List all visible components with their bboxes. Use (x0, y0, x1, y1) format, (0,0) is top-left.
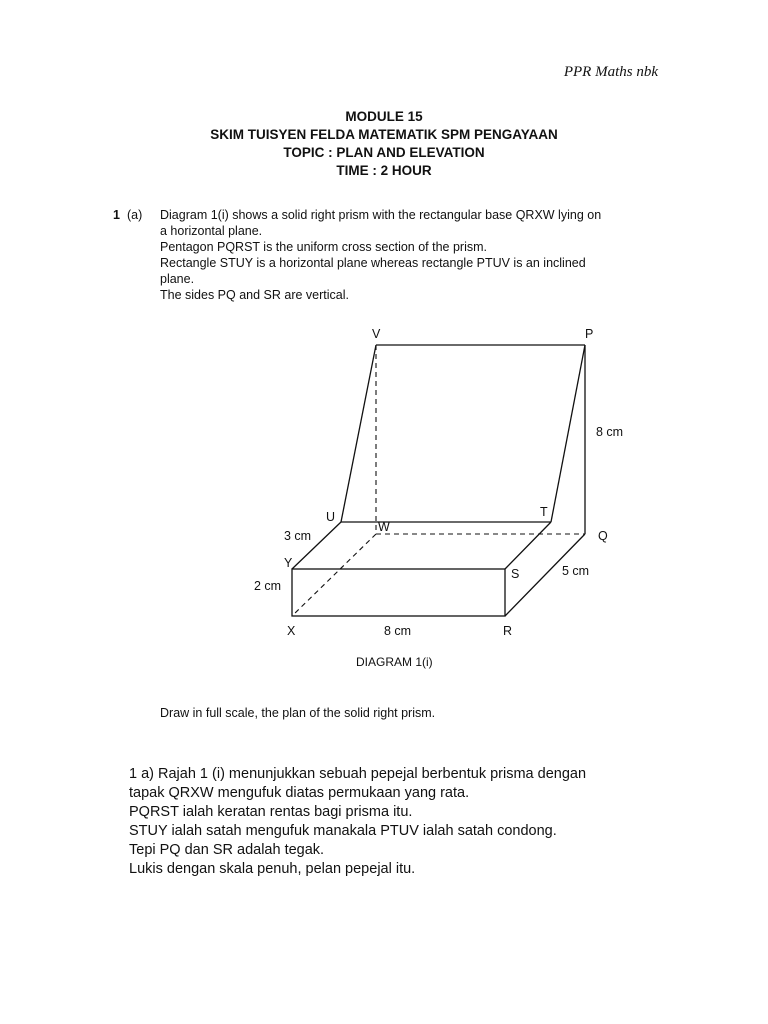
edge-vu (341, 345, 376, 522)
label-rq-length: 5 cm (562, 564, 590, 578)
question-number: 1 (113, 208, 120, 222)
question-part: (a) (127, 208, 143, 222)
question-line: Diagram 1(i) shows a solid right prism with the rectangular base QRXW lying on (160, 208, 602, 222)
label-v: V (372, 327, 381, 341)
program-title: SKIM TUISYEN FELDA MATEMATIK SPM PENGAYAAN (210, 127, 558, 142)
diagram-caption: DIAGRAM 1(i) (356, 655, 433, 669)
label-w: W (378, 520, 390, 534)
time-title: TIME : 2 HOUR (336, 163, 432, 178)
label-uy-length: 3 cm (284, 529, 312, 543)
hidden-edge-wx (292, 534, 376, 616)
label-p: P (585, 327, 594, 341)
label-q: Q (598, 529, 608, 543)
topic-title: TOPIC : PLAN AND ELEVATION (283, 145, 485, 160)
module-title: MODULE 15 (345, 109, 423, 124)
edge-pt (551, 345, 585, 522)
malay-line: 1 a) Rajah 1 (i) menunjukkan sebuah pepejal berbentuk prisma dengan (129, 766, 587, 782)
question-line: Pentagon PQRST is the uniform cross section of the prism. (160, 240, 487, 254)
question-line: a horizontal plane. (160, 224, 263, 238)
label-pq-length: 8 cm (596, 425, 624, 439)
label-s: S (511, 567, 520, 581)
question-line: The sides PQ and SR are vertical. (160, 288, 349, 302)
front-face-ysrx (292, 569, 505, 616)
malay-line: Tepi PQ dan SR adalah tegak. (129, 842, 325, 858)
label-t: T (540, 505, 548, 519)
edge-ts (505, 522, 551, 569)
question-line: plane. (160, 272, 195, 286)
label-u: U (326, 510, 336, 524)
label-r: R (503, 624, 513, 638)
malay-line: PQRST ialah keratan rentas bagi prisma itu. (129, 804, 413, 820)
label-xr-length: 8 cm (384, 624, 412, 638)
header-author: PPR Maths nbk (563, 64, 658, 80)
malay-translation (129, 765, 689, 879)
malay-line: tapak QRXW mengufuk diatas permukaan yang rata. (129, 785, 470, 801)
label-xy-length: 2 cm (254, 579, 282, 593)
malay-line: Lukis dengan skala penuh, pelan pepejal itu. (129, 861, 416, 877)
malay-line: STUY ialah satah mengufuk manakala PTUV ialah satah condong. (129, 823, 557, 839)
label-y: Y (284, 556, 293, 570)
instruction-text: Draw in full scale, the plan of the solid right prism. (160, 706, 436, 720)
question-line: Rectangle STUY is a horizontal plane whereas rectangle PTUV is an inclined (160, 256, 586, 270)
label-x: X (287, 624, 296, 638)
